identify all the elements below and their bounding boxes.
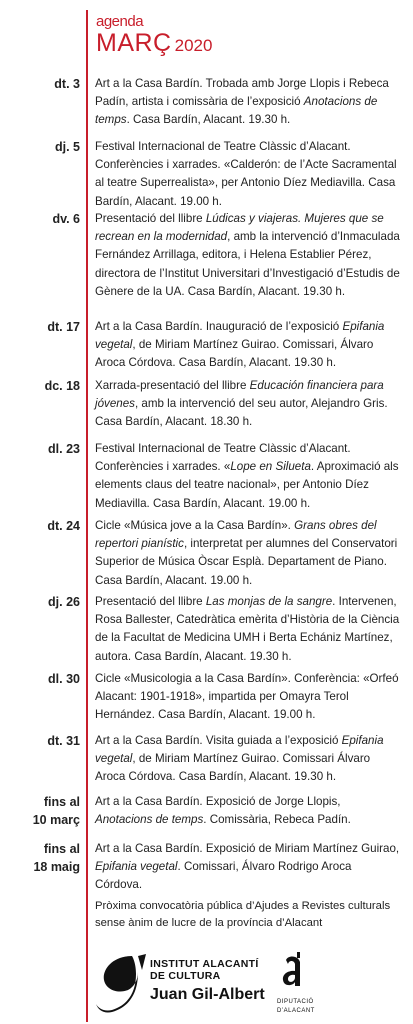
- entry-text: Art a la Casa Bardín. Exposició de Miriam Martínez Guirao, Epifania vegetal. Comissari, Álvaro Rodrigo Aroca Córdova.: [95, 842, 400, 892]
- institut-logo-text: [150, 958, 265, 1006]
- diputacio-a-icon: [280, 952, 306, 992]
- month-name: MARÇ: [96, 29, 172, 57]
- entry-text: Festival Internacional de Teatre Clàssic d’Alacant. Conferències i xarrades. «Calderón: de l’Acte Sacramental al teatre Superrealista», per Antonio Díez Mediavilla. Casa Bardín, Alacant. 19.00 h.: [95, 140, 397, 208]
- entry-date: dj. 5: [54, 140, 80, 154]
- entry-text: Art a la Casa Bardín. Trobada amb Jorge Llopis i Rebeca Padín, artista i comissària de l’exposició Anotacions de temps. Casa Bardín, Alacant. 19.30 h.: [95, 77, 389, 127]
- entry-date: fins al 10 març: [32, 795, 80, 827]
- entry-text: Cicle «Música jove a la Casa Bardín». Grans obres del repertori pianístic, interpretat per alumnes del Conservatori Superior de Música Òscar Esplà. Departament de Piano. Casa Bardín, Alacant. 19.00 h.: [95, 519, 398, 587]
- entry-text: Festival Internacional de Teatre Clàssic d’Alacant. Conferències i xarrades. «Lope en Silueta. Aproximació als elements claus del teatre nacional», per Antonio Díez Mediavilla. Casa Bardín, Alacant. 19.00 h.: [95, 442, 399, 510]
- entry-text: Xarrada-presentació del llibre Educación financiera para jóvenes, amb la intervenció del seu autor, Alejandro Gris. Casa Bardín, Alacant. 18.30 h.: [95, 379, 388, 429]
- month-title: [96, 30, 212, 60]
- entry-date: dt. 17: [47, 320, 80, 334]
- entry-text: Presentació del llibre Las monjas de la sangre. Intervenen, Rosa Ballester, Catedràtica emèrita d’Història de la Ciència de la Facultat de Medicina UMH i Berta Echániz Martínez, autora. Casa Bardín, Alacant. 19.30 h.: [95, 595, 400, 663]
- footer-note: Pròxima convocatòria pública d’Ajudes a Revistes culturals sense ànim de lucre de la província d’Alacant: [95, 900, 391, 929]
- entry-text: Cicle «Musicologia a la Casa Bardín». Conferència: «Orfeó Alacant: 1901-1918», impartida per Omayra Terol Hernández. Casa Bardín, Alacant. 19.00 h.: [95, 672, 399, 722]
- entry-text: Art a la Casa Bardín. Inauguració de l’exposició Epifania vegetal, de Miriam Martínez Guirao. Comissari, Álvaro Aroca Córdova. Casa Bardín, Alacant. 19.30 h.: [95, 320, 385, 370]
- diputacio-logo: [277, 952, 315, 1022]
- entry-text: Art a la Casa Bardín. Exposició de Jorge Llopis, Anotacions de temps. Comissària, Rebeca Padín.: [95, 795, 351, 827]
- entry-date: dj. 26: [48, 595, 80, 609]
- entry-date: dt. 3: [54, 77, 80, 91]
- diputacio-line1: DIPUTACIÓ: [277, 999, 314, 1005]
- entry-text: Art a la Casa Bardín. Visita guiada a l’exposició Epifania vegetal, de Miriam Martínez Guirao. Comissari Álvaro Aroca Córdova. Casa Bardín, Alacant. 19.30 h.: [95, 734, 384, 784]
- diputacio-line2: D’ALACANT: [277, 1008, 315, 1014]
- agenda-label: agenda: [96, 13, 144, 30]
- institut-line1: INSTITUT ALACANTÍ: [150, 958, 259, 970]
- entry-date: dc. 18: [44, 379, 80, 393]
- year: 2020: [174, 36, 213, 55]
- entry-date: dl. 30: [48, 672, 80, 686]
- agenda-header: [96, 14, 212, 60]
- entry-date: dt. 24: [47, 519, 80, 533]
- red-vertical-rule: [86, 10, 88, 1022]
- entry-date: dt. 31: [47, 734, 80, 748]
- entry-date: fins al 18 maig: [33, 842, 80, 874]
- entry-date: dl. 23: [48, 442, 80, 456]
- institut-line2: DE CULTURA: [150, 970, 221, 982]
- entry-date: dv. 6: [52, 212, 80, 226]
- institut-line3: Juan Gil-Albert: [150, 986, 265, 1003]
- entry-text: Presentació del llibre Lúdicas y viajeras. Mujeres que se recrean en la modernidad, amb la intervenció d’Inmaculada Fernández Arrillaga, editora, i Helena Establier Pérez, directora de l’Institut Universitari d’Investigació d’Estudis de Gènere de la UA. Casa Bardín, Alacant. 19.30 h.: [95, 212, 400, 298]
